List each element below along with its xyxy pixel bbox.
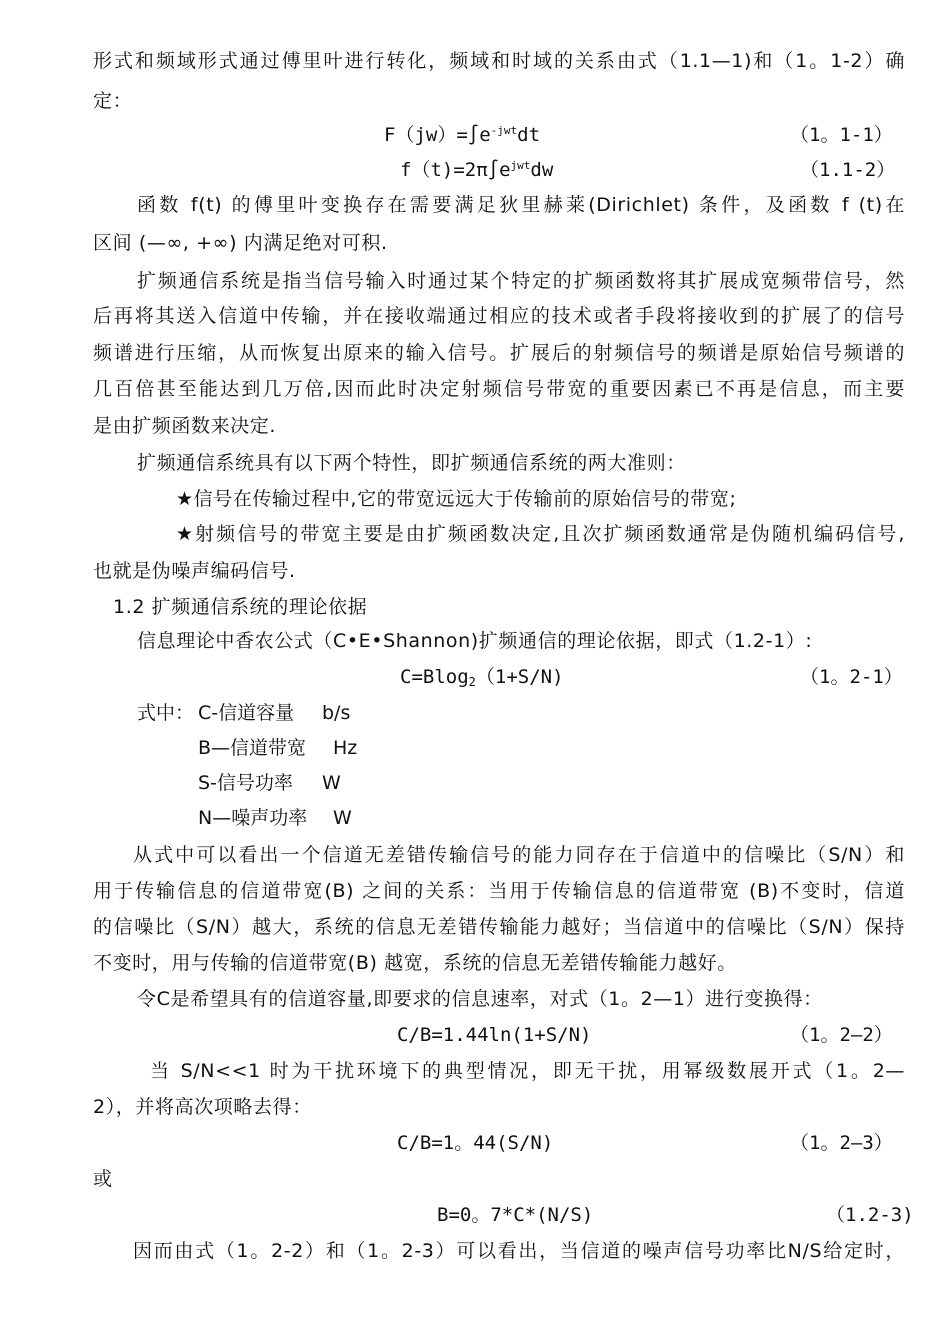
- paragraph-line: 不变时，用与传输的信道带宽(B) 越宽，系统的信息无差错传输能力越好。: [93, 952, 737, 974]
- definition-unit: Hz: [333, 737, 358, 759]
- definition-prefix: 式中：: [137, 702, 195, 724]
- paragraph-line: 令C是希望具有的信道容量,即要求的信息速率，对式（1。2—1）进行变换得：: [137, 988, 823, 1010]
- definition-symbol: N—噪声功率: [198, 807, 308, 829]
- paragraph-line: 2），并将高次项略去得：: [93, 1096, 312, 1118]
- paragraph-line: 因而由式（1。2-2）和（1。2-3）可以看出，当信道的噪声信号功率比N/S给定时，: [133, 1240, 905, 1262]
- paragraph-line: 的信噪比（S/N）越大，系统的信息无差错传输能力越好；当信道中的信噪比（S/N）保持: [93, 916, 905, 938]
- paragraph-line: 后再将其送入信道中传输，并在接收端通过相应的技术或者手段将接收到的扩展了的信号: [93, 305, 905, 327]
- paragraph-line: 形式和频域形式通过傅里叶进行转化，频域和时域的关系由式（1.1—1)和（1。1-2）确: [93, 50, 905, 72]
- equation-number: （1.1-2）: [800, 159, 896, 181]
- equation-number: （1.2-3): [826, 1204, 914, 1226]
- paragraph-line: 扩频通信系统具有以下两个特性，即扩频通信系统的两大准则：: [137, 452, 686, 474]
- bullet-line: ★射频信号的带宽主要是由扩频函数决定,且次扩频函数通常是伪随机编码信号,: [176, 523, 905, 545]
- paragraph-line: 用于传输信息的信道带宽(B) 之间的关系：当用于传输信息的信道带宽 (B)不变时，信道: [93, 880, 905, 902]
- definition-symbol: B—信道带宽: [198, 737, 307, 759]
- paragraph-line: 也就是伪噪声编码信号.: [93, 560, 296, 582]
- paragraph-line: 函数 f(t) 的傅里叶变换存在需要满足狄里赫莱(Dirichlet) 条件，及函数 f (t)在: [137, 194, 905, 216]
- formula-bandwidth: B=0。7*C*(N/S): [437, 1204, 594, 1226]
- paragraph-line: 几百倍甚至能达到几万倍,因而此时决定射频信号带宽的重要因素已不再是信息，而主要: [93, 378, 905, 400]
- equation-number: （1。1-1）: [790, 124, 893, 146]
- formula-fourier-transform: $F(jw)=\int e^{-jwt}dt$: [384, 124, 541, 146]
- definition-symbol: S-信号功率: [198, 772, 293, 794]
- formula-shannon: C=Blog$_2$（1+S/N): [400, 666, 564, 689]
- paragraph-line: 扩频通信系统是指当信号输入时通过某个特定的扩频函数将其扩展成宽频带信号，然: [137, 270, 905, 292]
- equation-number: （1。2—3）: [790, 1132, 893, 1154]
- paragraph-line: 从式中可以看出一个信道无差错传输信号的能力同存在于信道中的信噪比（S/N）和: [133, 844, 905, 866]
- paragraph-line: 信息理论中香农公式（C•E•Shannon)扩频通信的理论依据，即式（1.2-1）:: [137, 630, 813, 652]
- paragraph-line: 或: [93, 1168, 113, 1190]
- paragraph-line: 是由扩频函数来决定.: [93, 415, 277, 437]
- section-heading: 1.2 扩频通信系统的理论依据: [113, 596, 368, 618]
- paragraph-line: 频谱进行压缩，从而恢复出原来的输入信号。扩展后的射频信号的频谱是原始信号频谱的: [93, 342, 905, 364]
- definition-unit: b/s: [322, 702, 351, 724]
- bullet-line: ★信号在传输过程中,它的带宽远远大于传输前的原始信号的带宽;: [176, 488, 737, 510]
- paragraph-line: 定：: [93, 90, 133, 112]
- equation-number: （1。2—2）: [790, 1024, 893, 1046]
- definition-unit: W: [333, 807, 352, 829]
- paragraph-line: 区间 (—∞, +∞) 内满足绝对可积.: [93, 232, 388, 254]
- definition-symbol: C-信道容量: [198, 702, 295, 724]
- formula-approx: C/B=1。44(S/N): [397, 1132, 554, 1154]
- paragraph-line: 当 S/N<<1 时为干扰环境下的典型情况，即无干扰，用幂级数展开式（1。2—: [150, 1060, 905, 1082]
- formula-inverse-fourier: $f(t)=2\pi\int e^{jwt}dw$: [400, 159, 554, 181]
- equation-number: （1。2-1）: [800, 666, 903, 688]
- definition-unit: W: [322, 772, 341, 794]
- formula-capacity-ratio: C/B=1.44ln(1+S/N): [397, 1024, 592, 1046]
